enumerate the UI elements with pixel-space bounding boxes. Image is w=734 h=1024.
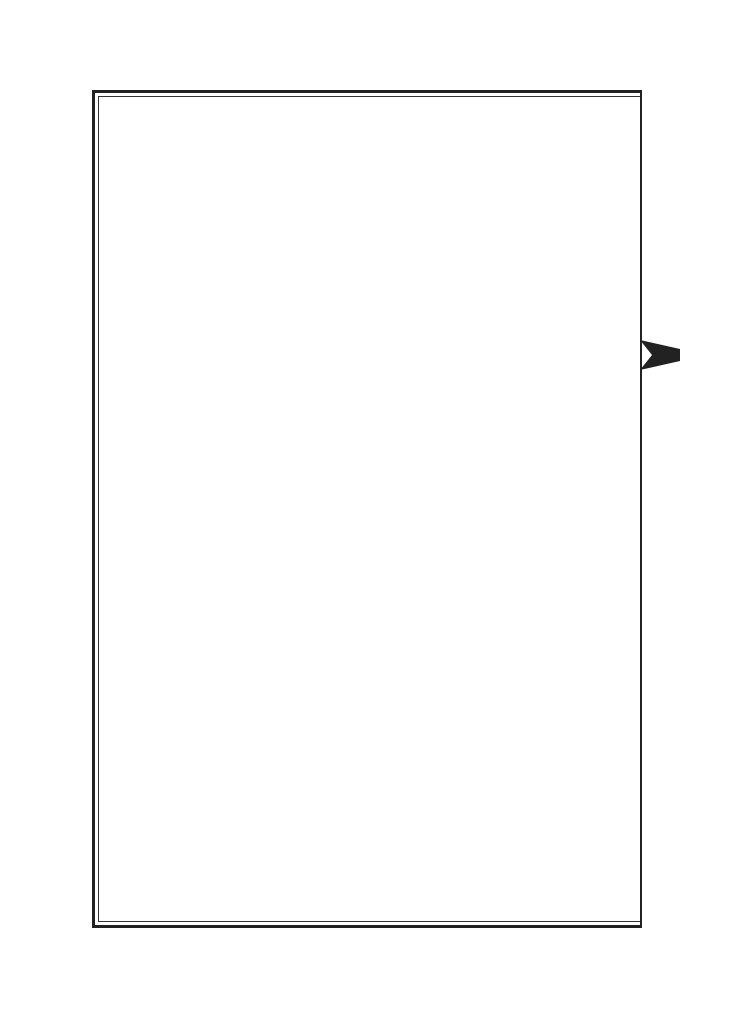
page-margin xyxy=(640,90,700,928)
text-frame xyxy=(92,90,640,928)
book-title xyxy=(628,0,678,90)
